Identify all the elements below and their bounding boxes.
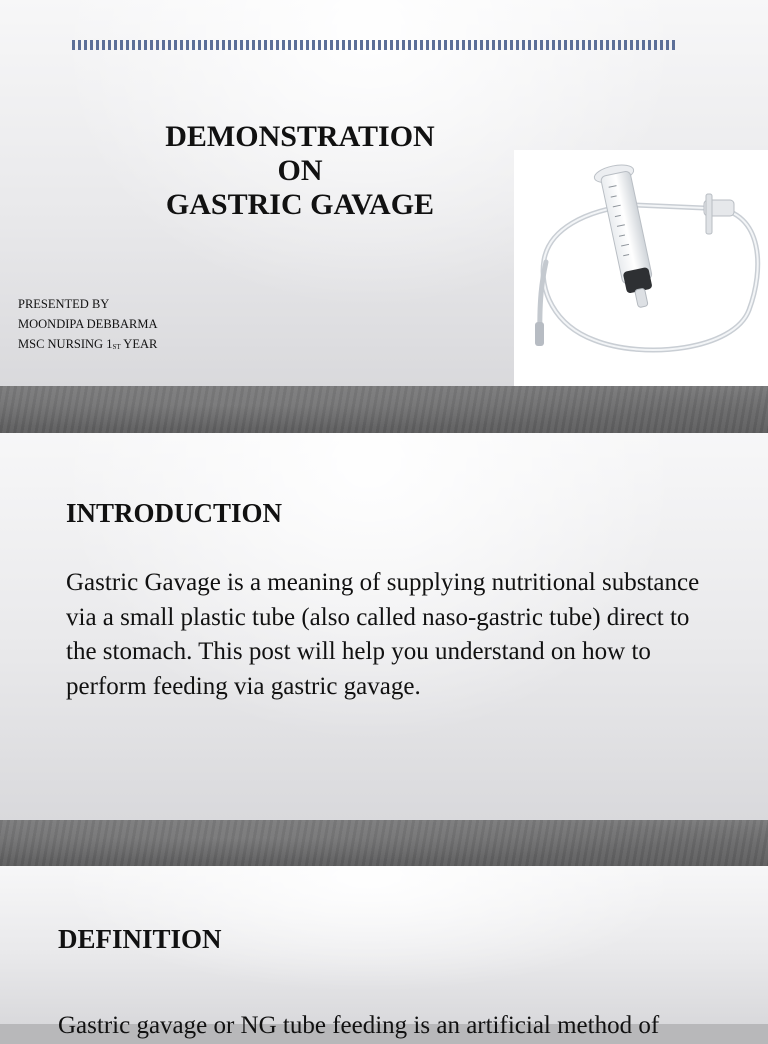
introduction-slide xyxy=(0,433,768,820)
introduction-heading: INTRODUCTION xyxy=(66,498,283,528)
definition-body: Gastric gavage or NG tube feeding is an artificial method of xyxy=(58,1012,660,1039)
title-line-1: DEMONSTRATION xyxy=(165,120,435,153)
syringe-tube-image xyxy=(514,150,768,386)
title-line-3: GASTRIC GAVAGE xyxy=(165,188,435,221)
definition-heading: DEFINITION xyxy=(58,924,222,954)
course-prefix: MSC NURSING 1 xyxy=(18,337,113,351)
title-slide xyxy=(0,0,768,386)
slide-title xyxy=(140,120,460,222)
decorative-dash-bar xyxy=(72,40,677,50)
presenter-name: MOONDIPA DEBBARMA xyxy=(18,317,158,331)
presented-by-label: PRESENTED BY xyxy=(18,297,110,311)
definition-slide xyxy=(0,866,768,1039)
slide-divider xyxy=(0,820,768,866)
introduction-body: Gastric Gavage is a meaning of supplying nutritional substance via a small plastic tube (also called naso-gastric tube) direct to the stomach. This post will help you understand on how to perform feeding via gastric gavage. xyxy=(66,569,700,700)
presenter-info xyxy=(18,294,158,354)
course-suffix: YEAR xyxy=(120,337,158,351)
syringe-icon xyxy=(514,150,768,386)
title-line-2: ON xyxy=(277,154,323,187)
course-superscript: ST xyxy=(112,343,121,351)
slide-divider xyxy=(0,386,768,433)
presenter-course xyxy=(18,334,158,354)
